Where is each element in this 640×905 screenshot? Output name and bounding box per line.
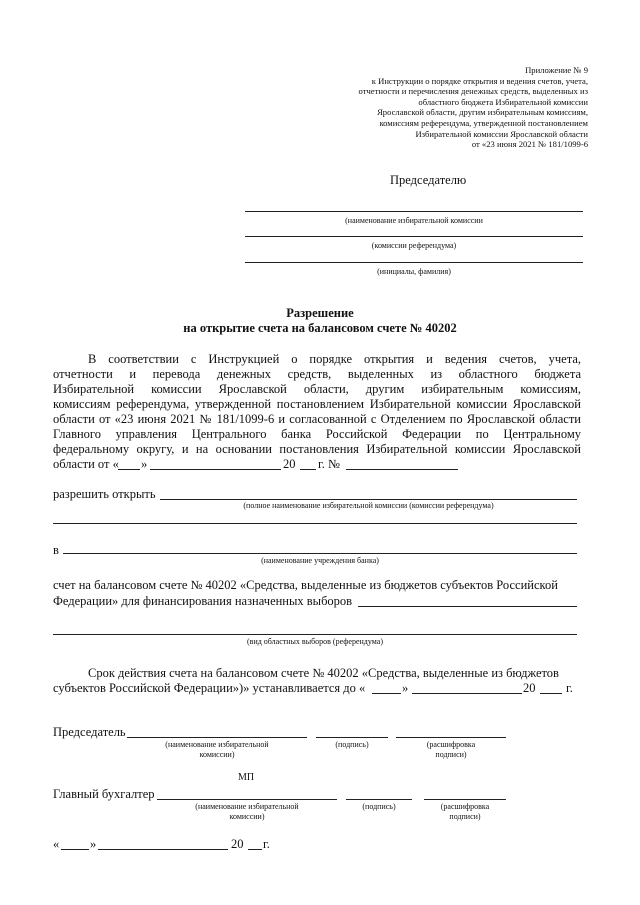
footer-year-line	[248, 849, 262, 850]
validity-prefix: субъектов Российской Федерации»)» устанавливается до «	[53, 681, 366, 695]
footer-year: 20	[231, 837, 244, 851]
validity-mid: »	[402, 681, 409, 695]
appendix-block	[288, 65, 588, 150]
referendum-line	[245, 236, 583, 237]
account-line-1: счет на балансовом счете № 40202 «Средства, выделенные из бюджетов субъектов Российской	[53, 578, 558, 592]
permit-label: разрешить открыть	[53, 487, 156, 501]
permit-caption: (полное наименование избирательной комиссии (комиссии референдума)	[243, 501, 494, 510]
accountant-signature-line	[346, 799, 412, 800]
appendix-line: к Инструкции о порядке открытия и ведения счетов, учета,	[371, 75, 588, 86]
validity-line-1: Срок действия счета на балансовом счете № 40202 «Средства, выделенные из бюджетов	[88, 666, 559, 680]
stamp-place: МП	[238, 772, 255, 783]
footer-open-quote: «	[53, 837, 60, 851]
validity-month-line	[412, 693, 522, 694]
paragraph-line: отчетности и перевода денежных средств, выделенных из областного бюджета	[53, 367, 581, 381]
accountant-signature-caption: (подпись)	[362, 802, 396, 811]
date-day-line	[118, 469, 140, 470]
chair-commission-line	[127, 737, 307, 738]
footer-close-quote: »	[90, 837, 97, 851]
validity-suffix: г.	[566, 681, 573, 695]
chair-decode-caption-2: подписи)	[435, 750, 467, 759]
permit-line	[160, 499, 577, 500]
appendix-line: комиссиям референдума, утвержденной постановлением	[379, 117, 588, 128]
accountant-commission-caption-2: комиссии)	[229, 812, 265, 821]
validity-year: 20	[523, 681, 536, 695]
date-suffix: г. №	[318, 457, 340, 471]
paragraph-line: В соответствии с Инструкцией о порядке открытия и ведения счетов, учета,	[88, 352, 581, 366]
chief-accountant-label: Главный бухгалтер	[53, 787, 155, 801]
date-month-line	[150, 469, 281, 470]
date-year: 20	[283, 457, 296, 471]
paragraph-line: Избирательной комиссии Ярославской области, другим избирательным комиссиям,	[53, 382, 581, 396]
elections-type-caption: (вид областных выборов (референдума)	[247, 637, 383, 646]
decision-number-line	[346, 469, 458, 470]
commission-name-caption: (наименование избирательной комиссии	[345, 216, 483, 225]
paragraph-line: Главного управления Центрального банка Российской Федерации по Центральному	[53, 427, 581, 441]
appendix-line: областного бюджета Избирательной комиссии	[418, 96, 588, 107]
paragraph-line: области от «23 июня 2021 № 181/1099-6 и согласованной с Отделением по Ярославской области	[53, 412, 581, 426]
bank-label: в	[53, 543, 59, 557]
paragraph-line: федеральному округу, и на основании постановления Избирательной комиссии Ярославской	[53, 442, 581, 456]
appendix-line: Ярославской области, другим избирательным комиссиям,	[377, 107, 588, 118]
appendix-line: отчетности и перечисления денежных средств, выделенных из	[358, 86, 588, 97]
appendix-line: Избирательной комиссии Ярославской области	[415, 128, 588, 139]
chair-commission-caption-2: комиссии)	[199, 750, 235, 759]
permit-line-2	[53, 523, 577, 524]
chair-commission-caption: (наименование избирательной	[165, 740, 269, 749]
addressee-title: Председателю	[390, 173, 467, 187]
chair-decode-line	[396, 737, 506, 738]
appendix-line: Приложение № 9	[525, 65, 588, 75]
chair-signature-caption: (подпись)	[335, 740, 369, 749]
initials-caption: (инициалы, фамилия)	[377, 267, 451, 276]
chair-decode-caption: (расшифровка	[426, 740, 476, 749]
elections-type-line	[53, 634, 577, 635]
validity-year-line	[540, 693, 562, 694]
referendum-caption: (комиссии референдума)	[371, 241, 457, 250]
footer-month-line	[98, 849, 228, 850]
paragraph-line: комиссиям референдума, утвержденной постановлением Избирательной комиссии Ярославской	[53, 397, 581, 411]
accountant-decode-caption: (расшифровка	[440, 802, 490, 811]
date-year-line	[300, 469, 316, 470]
accountant-commission-line	[157, 799, 337, 800]
bank-line	[63, 553, 577, 554]
initials-line	[245, 262, 583, 263]
footer-day-line	[61, 849, 89, 850]
bank-caption: (наименование учреждения банка)	[261, 556, 379, 565]
chair-signature-line	[316, 737, 388, 738]
document-title: Разрешение	[286, 306, 354, 320]
accountant-decode-line	[424, 799, 506, 800]
date-mid: »	[141, 457, 148, 471]
chair-label: Председатель	[53, 725, 126, 739]
accountant-decode-caption-2: подписи)	[449, 812, 481, 821]
validity-day-line	[372, 693, 401, 694]
account-line-2: Федерации» для финансирования назначенных выборов	[53, 594, 353, 608]
appendix-line: от «23 июня 2021 № 181/1099-6	[471, 139, 588, 150]
accountant-commission-caption: (наименование избирательной	[195, 802, 299, 811]
footer-suffix: г.	[263, 837, 270, 851]
document-subtitle: на открытие счета на балансовом счете № 40202	[183, 321, 457, 335]
commission-name-line	[245, 211, 583, 212]
elections-line	[358, 606, 577, 607]
date-prefix: области от «	[53, 457, 119, 471]
